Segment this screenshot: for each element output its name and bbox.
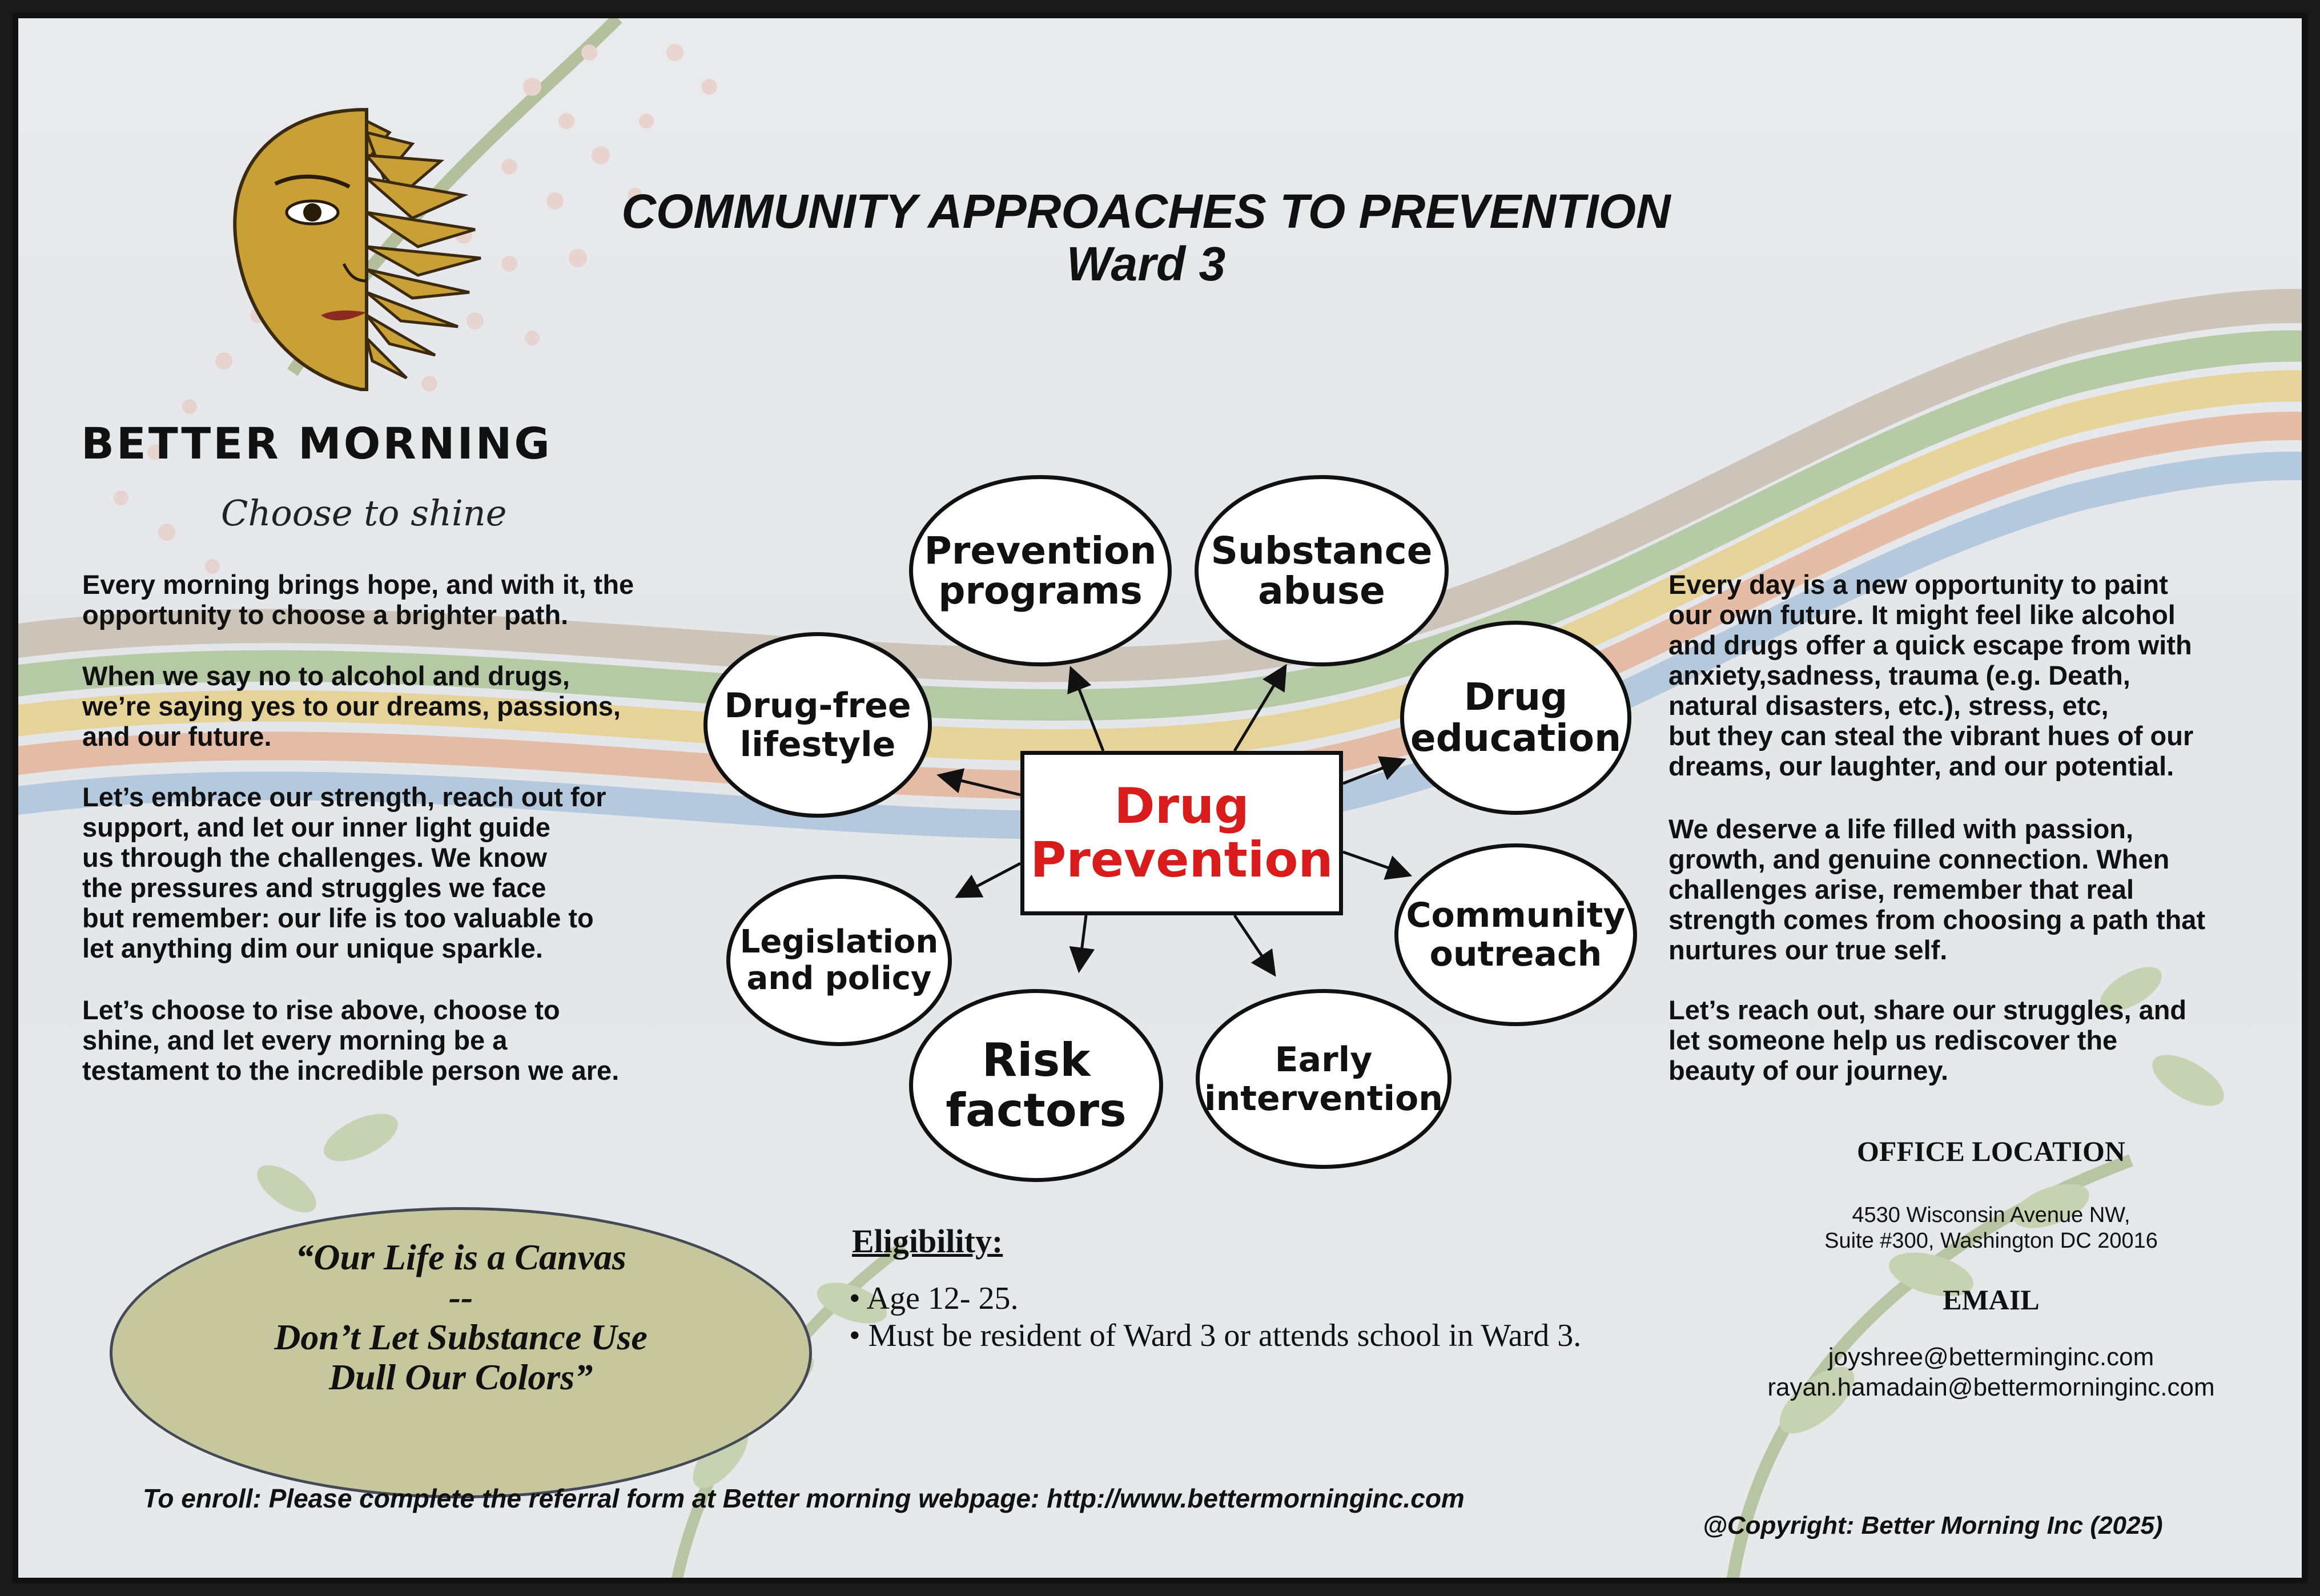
quote-line: Don’t Let Substance Use [274, 1317, 648, 1357]
right-paragraph: Let’s reach out, share our struggles, and let someone help us rediscover the beauty of our journey. [1668, 995, 2187, 1086]
node-drug-education: Drug education [1400, 621, 1631, 815]
left-paragraph: Every morning brings hope, and with it, the opportunity to choose a brighter path. [82, 569, 634, 630]
arrow-to-community-outreach [1343, 852, 1400, 872]
right-paragraph: Every day is a new opportunity to paint our own future. It might feel like alcohol and drugs offer a quick escape from with anxiety,sadness, trauma (e.g. Death, natural disasters, etc.), stress, etc, but they can steal the vibrant hues of our dreams, our laughter, and our potential. [1668, 569, 2194, 781]
node-legislation-and-policy: Legislation and policy [726, 875, 952, 1046]
arrow-to-substance-abuse [1235, 675, 1280, 751]
arrow-to-legislation [966, 863, 1020, 892]
copyright: @Copyright: Better Morning Inc (2025) [1703, 1511, 2163, 1539]
arrow-to-early-intervention [1235, 915, 1269, 966]
left-paragraph: Let’s embrace our strength, reach out for support, and let our inner light guide us through the challenges. We know the pressures and struggles we face but remember: our life is too valuable to let anything dim our unique sparkle. [82, 782, 606, 963]
brand-name: BETTER MORNING [81, 418, 552, 469]
quote-line: -- [448, 1277, 473, 1317]
quote-line: “Our Life is a Canvas [295, 1237, 626, 1277]
email-link[interactable]: joyshree@betterminginc.com [1828, 1343, 2154, 1371]
eligibility-heading: Eligibility: [852, 1223, 1003, 1260]
page-subtitle: Ward 3 [1066, 237, 1226, 291]
arrow-to-risk-factors [1080, 915, 1086, 960]
poster-frame [13, 13, 2307, 1583]
quote-ellipse [110, 1207, 812, 1498]
office-location-heading: OFFICE LOCATION [1857, 1135, 2125, 1167]
right-paragraph: We deserve a life filled with passion, growth, and genuine connection. When challenges arise, remember that real strength comes from choosing a path that nurtures our true self. [1668, 814, 2206, 965]
node-drug-free-lifestyle: Drug-free lifestyle [703, 632, 932, 818]
center-drug-prevention: Drug Prevention [1020, 751, 1343, 915]
address-line: 4530 Wisconsin Avenue NW, [1852, 1203, 2130, 1227]
node-prevention-programs: Prevention programs [909, 475, 1172, 666]
eligibility-item: • Age 12- 25. [849, 1281, 1019, 1316]
arrow-to-drug-education [1343, 763, 1394, 783]
node-risk-factors: Risk factors [909, 989, 1163, 1182]
arrow-to-prevention-programs [1075, 678, 1103, 751]
eligibility-item: • Must be resident of Ward 3 or attends school in Ward 3. [849, 1318, 1582, 1353]
email-link[interactable]: rayan.hamadain@bettermorninginc.com [1767, 1373, 2215, 1401]
node-substance-abuse: Substance abuse [1195, 475, 1449, 666]
node-early-intervention: Early intervention [1196, 989, 1451, 1169]
quote-line: Dull Our Colors” [328, 1357, 593, 1397]
arrow-to-drug-free [949, 778, 1020, 795]
left-paragraph: When we say no to alcohol and drugs, we’re saying yes to our dreams, passions, and our future. [82, 661, 621, 751]
email-heading: EMAIL [1943, 1284, 2040, 1316]
page-title: COMMUNITY APPROACHES TO PREVENTION [621, 184, 1671, 238]
brand-tagline: Choose to shine [221, 492, 507, 534]
left-paragraph: Let’s choose to rise above, choose to shine, and let every morning be a testament to the incredible person we are. [82, 995, 620, 1086]
enroll-instructions: To enroll: Please complete the referral form at Better morning webpage: http://www.bettermorninginc.com [143, 1484, 1465, 1513]
address-line: Suite #300, Washington DC 20016 [1824, 1229, 2158, 1253]
node-community-outreach: Community outreach [1394, 843, 1637, 1026]
